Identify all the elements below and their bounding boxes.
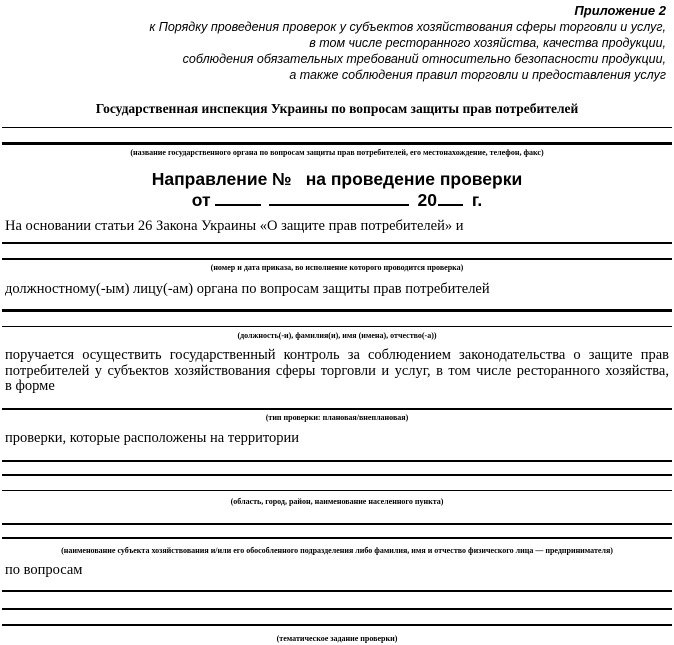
date-line [0, 190, 674, 211]
title-word2: на проведение проверки [305, 168, 523, 189]
subject-caption: (наименование субъекта хозяйствования и/или его обособленного подразделения либо фамилия, имя и отчество физического лица — предпринимателя) [61, 546, 613, 556]
basis-text: На основании статьи 26 Закона Украины «О защите прав потребителей» и [5, 217, 464, 234]
instruction-line: в форме [5, 378, 55, 395]
agency-name: Государственная инспекция Украины по вопросам защиты прав потребителей [95, 101, 579, 116]
instruction-paragraph [0, 348, 674, 395]
questions-caption: (тематическое задание проверки) [276, 633, 398, 643]
appendix-label: Приложение 2 [574, 3, 666, 18]
territory-text: проверки, которые расположены на территории [5, 430, 300, 447]
instruction-line: потребителей у субъектов хозяйствования сферы торговли и услуг, в том числе ресторанного хозяйства, [5, 362, 669, 379]
type-caption: (тип проверки: плановая/внеплановая) [265, 413, 409, 423]
fill-line [2, 309, 672, 312]
fill-line [2, 460, 672, 461]
territory-caption: (область, город, район, наименование населенного пункта) [230, 497, 444, 507]
fill-line [2, 523, 672, 524]
instruction-line: поручается осуществить государственный контроль за соблюдением законодательства о защите прав [5, 347, 669, 364]
date-month-blank [269, 202, 409, 206]
official-text: должностному(-ым) лицу(-ам) органа по вопросам защиты прав потребителей [5, 281, 490, 298]
fill-line [2, 408, 672, 411]
fill-line [2, 142, 672, 145]
fill-line [2, 474, 672, 477]
fill-line [2, 326, 672, 327]
appendix-line: к Порядку проведения проверок у субъектов хозяйствования сферы торговли и услуг, [149, 20, 666, 34]
appendix-line: в том числе ресторанного хозяйства, качества продукции, [309, 36, 666, 50]
fill-line [2, 537, 672, 540]
fill-line [2, 608, 672, 611]
agency-caption: (название государственного органа по вопросам защиты прав потребителей, его местонахождение, телефон, факс) [130, 147, 544, 157]
document-title [0, 169, 674, 190]
fill-line [2, 490, 672, 491]
order-caption: (номер и дата приказа, во исполнение которого проводится проверка) [210, 263, 464, 273]
fill-line [2, 127, 672, 128]
fill-line [2, 242, 672, 245]
official-caption: (должность(-и), фамилия(и), имя (имена), отчество(-а)) [237, 331, 437, 341]
date-year-blank [438, 202, 463, 206]
fill-line [2, 624, 672, 625]
appendix-note [0, 3, 674, 83]
appendix-line: а также соблюдения правил торговли и предоставления услуг [289, 68, 666, 82]
date-year: 20 [417, 189, 437, 210]
fill-line [2, 258, 672, 260]
date-day-blank [215, 202, 261, 206]
fill-line [2, 590, 672, 591]
title-word1: Направление № [151, 168, 292, 189]
appendix-line: соблюдения обязательных требований относительно безопасности продукции, [182, 52, 666, 66]
date-suffix: г. [471, 189, 483, 210]
questions-text: по вопросам [5, 562, 83, 579]
date-prefix: от [191, 189, 211, 210]
